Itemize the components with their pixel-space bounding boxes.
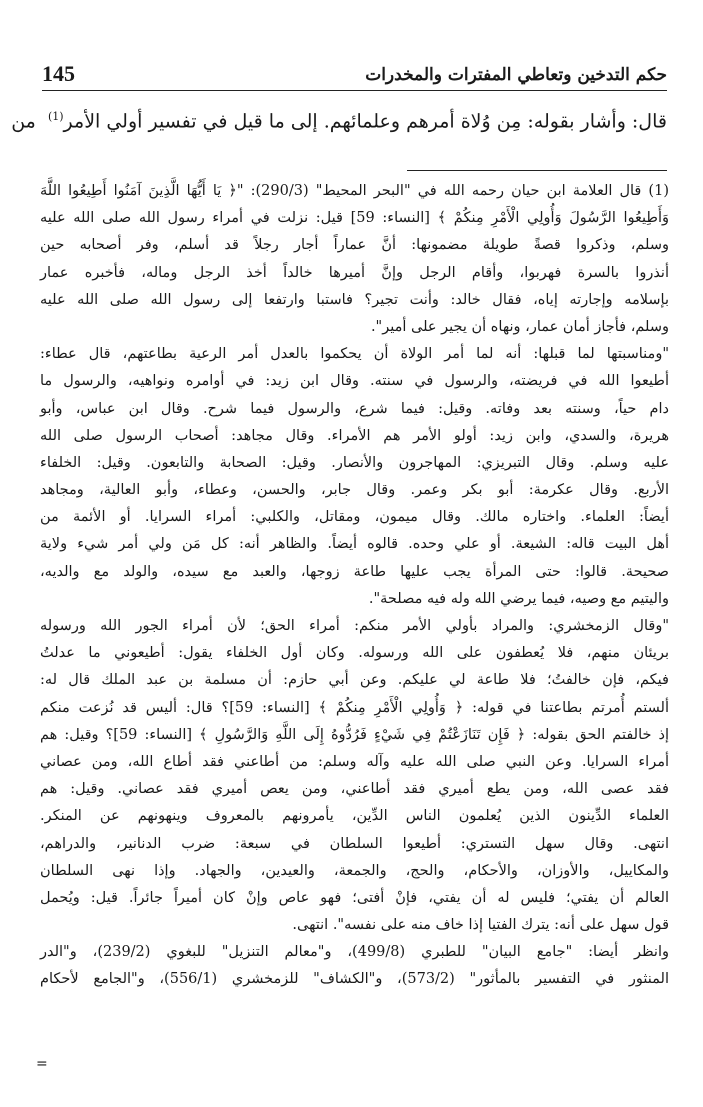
footnote-line: أطيعوا الله في فريضته، والرسول في سنته. وقال ابن زيد: في أوامره ونواهيه، والرسول ما bbox=[40, 373, 669, 390]
footnote-line: أمراء السرايا. وعن النبي صلى الله عليه وآله وسلم: من أطاعني فقد أطاع الله، ومن عصاني bbox=[40, 753, 669, 770]
footnote-line: بريئان منهم، فلا يُعطفون على الله ورسوله. وكان أول الخلفاء يقول: أطيعوني ما عدلتُ bbox=[40, 645, 669, 662]
footnote-line: عليه وسلم. وقال التبريزي: المهاجرون والأنصار. وقيل: الصحابة والتابعون. وقيل: الخلفاء bbox=[40, 454, 669, 471]
footnote-line: ألستم أُمرتم بطاعتنا في قوله: ﴿ وَأُولِي الْأَمْرِ مِنكُمْ ﴾ [النساء: 59]؟ قال: أليس قد نُزعت منكم bbox=[40, 699, 669, 716]
footnote-line: وانظر أيضا: "جامع البيان" للطبري (499/8)، و"معالم التنزيل" للبغوي (239/2)، و"الدر bbox=[40, 944, 669, 961]
footnote-line: (1) قال العلامة ابن حيان رحمه الله في "البحر المحيط" (290/3): "﴿ يَا أَيُّهَا الَّذِينَ آمَنُوا أَطِيعُوا اللَّهَ bbox=[40, 183, 669, 199]
footnote-line: أهل البيت قاله: الشيعة. أو علي وحده. قالوه أيضاً. والظاهر أنه: كل مَن ولي أمر شيء ولاية bbox=[40, 536, 669, 553]
footnote-line: أنذروا بالسرة فهربوا، وأقام الرجل وإنَّ أميرها خالداً أخذ الرجل وماله، فأخبره عمار bbox=[40, 264, 669, 281]
footnotes bbox=[40, 178, 669, 994]
footnote-line: وسلم، وذكروا قصةً طويلة مضمونها: أنَّ عماراً أجار رجلاً قد أسلم، وفر أصحابه حين bbox=[40, 237, 669, 254]
footnote-line: دام حياً، وسنته بعد وفاته. وقيل: فيما شرع، والرسول فيما شرح. وقال ابن عباس، وأبو bbox=[40, 400, 669, 417]
footnote-divider bbox=[407, 170, 667, 171]
footnote-line: العالم أن يفتي؛ فليس له أن يفتي، فإنْ أفتى؛ فهو عاص وإنْ كان أميراً جائراً. قيل: ويُحمل bbox=[40, 889, 669, 906]
footnote-line: إذ خالفتم الحق بقوله: ﴿ فَإِن تَنَازَعْتُمْ فِي شَيْءٍ فَرُدُّوهُ إِلَى اللَّهِ وَالرَّسُولِ ﴾ [النساء: 59]؟ وقيل: هم bbox=[40, 726, 670, 743]
page-header bbox=[42, 58, 667, 86]
footnote-line: "ومناسبتها لما قبلها: أنه لما أمر الولاة أن يحكموا بالعدل أمر الرعية بطاعتهم، قال عطاء: bbox=[40, 346, 669, 363]
footnote-line: صحيحة. قالوا: حتى المرأة يجب عليها طاعة زوجها، والعبد مع سيده، والولد مع والديه، bbox=[40, 563, 669, 580]
footnote-line: المنثور في التفسير بالمأثور" (573/2)، و"الكشاف" للزمخشري (556/1)، و"الجامع لأحكام bbox=[40, 971, 669, 988]
footnote-line: والمكاييل، والأوزان، والأحكام، والحج، والجمعة، والعيدين، والجهاد. وإذا نهى السلطان bbox=[40, 862, 669, 879]
running-title: حكم التدخين وتعاطي المفترات والمخدرات bbox=[365, 65, 667, 85]
footnote-line: وَأَطِيعُوا الرَّسُولَ وَأُولِي الْأَمْرِ مِنكُمْ ﴾ [النساء: 59] قيل: نزلت في أمراء رسول الله صلى الله عليه bbox=[40, 210, 670, 227]
continuation-mark: = bbox=[36, 1056, 48, 1072]
footnote-line: بإسلامه وإجارته إياه، فقال خالد: وأنت تجير؟ فاستبا وارتفعا إلى رسول الله صلى الله عليه bbox=[40, 291, 669, 308]
footnote-line: هريرة، والسدي، وابن زيد: أولو الأمر هم الأمراء. وقال مجاهد: أصحاب الرسول صلى الله bbox=[40, 427, 669, 444]
footnote-line: وسلم، فأجاز أمان عمار، ونهاه أن يجير على أمير". bbox=[370, 318, 669, 335]
footnote-line: العلماء الدِّينون الذين يُعلمون الناس الدِّين، يأمرونهم بالمعروف وينهونهم عن المنكر. bbox=[40, 808, 669, 825]
footnote-line: فقد عصى الله، ومن يطع أميري فقد أطاعني، ومن يعص أميري فقد عصاني. وقيل: هم bbox=[40, 781, 669, 798]
footnote-line: قول سهل على أنه: يترك الفتيا إذا خاف منه على نفسه". انتهى. bbox=[292, 917, 669, 934]
main-text-end: من bbox=[11, 110, 36, 133]
footnote-line: انتهى. وقال سهل التستري: أطيعوا السلطان في سبعة: ضرب الدنانير، والدراهم، bbox=[40, 835, 669, 852]
header-divider bbox=[42, 90, 667, 91]
footnote-line: فيكم، فإن خالفتُ؛ فلا طاعة لي عليكم. وعن أبي حازم: أن مسلمة بن عبد الملك قال له: bbox=[40, 672, 669, 689]
main-text-line bbox=[11, 100, 667, 138]
footnote-line: أيضاً: العلماء. واختاره مالك. وقال ميمون، ومقاتل، والكلبي: أمراء السرايا. أو الأئمة من bbox=[40, 509, 669, 526]
footnote-line: واليتيم مع وصيه، فيما يرضي الله وله فيه مصلحة". bbox=[368, 590, 669, 607]
footnote-line: الأربع. وقال عكرمة: أبو بكر وعمر. وقال جابر، والحسن، وعطاء، وأبو العالية، ومجاهد bbox=[40, 482, 669, 499]
footnote-reference: (1) bbox=[47, 110, 64, 123]
page-number: 145 bbox=[42, 61, 75, 86]
main-text: قال: وأشار بقوله: مِن وُلاة أمرهم وعلمائهم. إلى ما قيل في تفسير أولي الأمر bbox=[63, 110, 667, 133]
footnote-line: "وقال الزمخشري: والمراد بأولي الأمر منكم: أمراء الحق؛ لأن أمراء الجور الله ورسوله bbox=[40, 618, 669, 634]
